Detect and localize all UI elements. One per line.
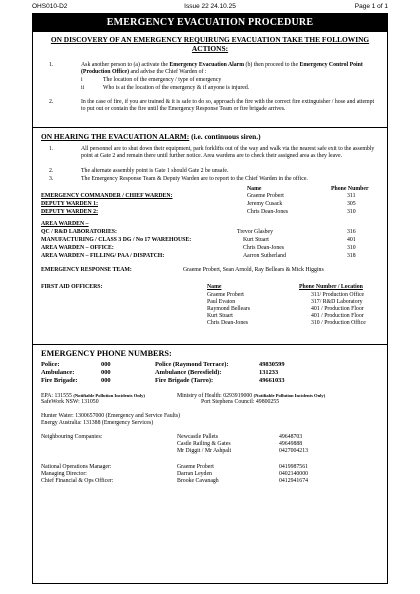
area-phone: 310 — [347, 245, 356, 251]
item-text: In the case of fire, if you are trained & it is safe to do so, approach the fire with the correct fire extinguisher / hose and attempt to put out or contain the fire until the Emergency Response Team or fire brigade arrives. — [81, 99, 375, 112]
area-warden-heading: AREA WARDEN – — [41, 221, 89, 227]
first-aid-location: 310 / Production Office — [311, 320, 366, 326]
phone-number: 131233 — [259, 369, 279, 376]
item-text: and advise the Chief Warden of : — [129, 69, 207, 75]
col-phone-header: Phone Number — [331, 186, 369, 192]
issue-date: Issue 22 24.10.25 — [184, 3, 236, 10]
neighbour-phone: 0427004213 — [279, 448, 308, 454]
area-role: QC / R&D LABORATORIES: — [41, 229, 117, 235]
warden-role: EMERGENCY COMMANDER / CHIEF WARDEN: — [41, 193, 173, 199]
neighbour-name: Mr Diggit / Mr Ashpalt — [177, 448, 232, 454]
manager-role: Managing Director: — [41, 471, 87, 477]
energy-row: Energy Australia: 131388 (Emergency Services) — [41, 420, 154, 426]
warden-phone: 310 — [347, 209, 356, 215]
manager-phone: 0419987561 — [279, 464, 308, 470]
area-role: AREA WARDEN – OFFICE: — [41, 245, 114, 251]
alarm-heading-note: (i.e. continuous siren.) — [191, 132, 261, 141]
warden-name: Chris Dean-Jones — [247, 209, 289, 215]
item-bold-control-point: Emergency Control Point (Production Office) — [81, 62, 363, 75]
item-text: Ask another person to (a) activate the — [81, 62, 170, 68]
first-aid-col-phone: Phone Number / Location — [299, 284, 363, 290]
phone-number: 49661033 — [259, 377, 285, 384]
phone-number: 000 — [101, 377, 111, 384]
ert-label: EMERGENCY RESPONSE TEAM: — [41, 267, 132, 273]
phone-label: Police (Raymond Terrace): — [155, 361, 229, 368]
neighbour-phone: 49648703 — [279, 434, 303, 440]
health-number: Ministry of Health: 0293919000 — [177, 393, 253, 399]
phone-number: 49830599 — [259, 361, 285, 368]
first-aid-name: Chris Dean-Jones — [207, 320, 249, 326]
area-name: Aarron Sutherland — [243, 253, 286, 259]
first-aid-location: 317/ R&D Laboratory — [311, 299, 363, 305]
item-number: i — [81, 77, 83, 83]
warden-phone: 311 — [347, 193, 356, 199]
procedure-sheet — [32, 13, 388, 584]
page-header — [32, 3, 388, 10]
warden-name: Graeme Probert — [247, 193, 284, 199]
neighbour-phone: 49649888 — [279, 441, 303, 447]
ert-members: Graeme Probert, Sean Arnold, Ray Bellears & Mick Higgins — [183, 267, 324, 273]
phone-label: Fire Brigade: — [41, 377, 78, 384]
item-text: Who is at the location of the emergency & if anyone is injured. — [103, 85, 250, 91]
alarm-heading: ON HEARING THE EVACUATION ALARM: — [41, 132, 190, 141]
area-name: Kurt Stuart — [243, 237, 269, 243]
hunter-row: Hunter Water: 1300657000 (Emergency and Service Faults) — [41, 413, 181, 419]
phone-label: Ambulance: — [41, 369, 75, 376]
neighbours-label: Neighbouring Companies: — [41, 434, 103, 440]
doc-code: OHS010-D2 — [32, 3, 68, 10]
item-number: 1. — [49, 62, 54, 68]
item-number: 1. — [49, 146, 54, 152]
manager-name: Brooke Cavanagh — [177, 478, 219, 484]
manager-phone: 0402140000 — [279, 471, 308, 477]
section-divider — [33, 344, 387, 345]
discovery-heading: ON DISCOVERY OF AN EMERGENCY REQUIRUNG EVACUATION TAKE THE FOLLOWING ACTIONS: — [50, 35, 370, 53]
item-number: ii — [81, 85, 85, 91]
warden-phone: 305 — [347, 201, 356, 207]
first-aid-name: Graeme Probert — [207, 292, 244, 298]
phone-number: 000 — [101, 369, 111, 376]
item-number: 3. — [49, 176, 54, 182]
first-aid-name: Paul Evaton — [207, 299, 236, 305]
first-aid-location: 401 / Production Floor — [311, 306, 364, 312]
first-aid-col-name: Name — [207, 284, 222, 290]
first-aid-name: Raymond Bellears — [207, 306, 250, 312]
first-aid-location: 401 / Production Floor — [311, 313, 364, 319]
first-aid-label: FIRST AID OFFICERS: — [41, 284, 103, 290]
manager-name: Graeme Probert — [177, 464, 214, 470]
warden-name: Jeremy Cusack — [247, 201, 283, 207]
neighbour-name: Castle Railing & Gates — [177, 441, 231, 447]
phone-number: 000 — [101, 361, 111, 368]
council-number: Port Stephens Council: 49800255 — [201, 399, 280, 405]
item-text: The Emergency Response Team & Deputy Warden are to report to the Chief Warden in the office. — [81, 176, 308, 182]
item-bold-alarm: Emergency Evacuation Alarm — [169, 62, 245, 68]
area-phone: 401 — [347, 237, 356, 243]
manager-phone: 0412941674 — [279, 478, 308, 484]
phone-label: Police: — [41, 361, 60, 368]
item-text: The alternate assembly point is Gate 1 should Gate 2 be unsafe. — [81, 168, 229, 174]
phone-label: Fire Brigade (Tarro): — [155, 377, 214, 384]
item-text: All personnel are to shut down their equipment, park forklifts out of the way and walk via the nearest safe exit to the assembly point at Gate 2 and remain there until further notice. Area wardens are to check their assigned area as they leave. — [81, 146, 375, 159]
item-text: (b) then proceed to the — [244, 62, 300, 68]
phones-heading: EMERGENCY PHONE NUMBERS: — [41, 349, 172, 358]
page-title: EMERGENCY EVACUATION PROCEDURE — [33, 14, 387, 32]
area-phone: 316 — [347, 229, 356, 235]
neighbour-name: Newcastle Pallets — [177, 434, 219, 440]
area-phone: 318 — [347, 253, 356, 259]
area-name: Chris Dean-Jones — [243, 245, 285, 251]
phone-label: Ambulance (Beresfield): — [155, 369, 222, 376]
safework-number: SafeWork NSW: 131050 — [41, 399, 99, 405]
section-divider — [33, 127, 387, 128]
first-aid-location: 311/ Production Office — [311, 292, 365, 298]
manager-name: Darran Leyden — [177, 471, 212, 477]
alarm-heading-row — [41, 132, 261, 141]
warden-role: DEPUTY WARDEN 2: — [41, 209, 99, 215]
warden-role: DEPUTY WARDEN 1: — [41, 201, 99, 207]
epa-note: (Notifiable Pollution Incidents Only) — [73, 393, 145, 398]
manager-role: National Operations Manager: — [41, 464, 112, 470]
item-number: 2. — [49, 99, 54, 105]
item-text: The location of the emergency / type of emergency — [103, 77, 222, 83]
area-name: Trevor Glasbey — [237, 229, 274, 235]
col-name-header: Name — [247, 186, 262, 192]
item-number: 2. — [49, 168, 54, 174]
area-role: AREA WARDEN – FILLING/ PAA / DISPATCH: — [41, 253, 165, 259]
page-number: Page 1 of 1 — [354, 3, 388, 10]
area-role: MANUFACTURING / CLASS 3 DG / No 17 WAREHOUSE: — [41, 237, 192, 243]
health-note: (Notifiable Pollution Incidents Only) — [253, 393, 326, 398]
manager-role: Chief Financial & Ops Officer: — [41, 478, 114, 484]
epa-number: EPA: 131555 — [41, 393, 72, 399]
first-aid-name: Kurt Stuart — [207, 313, 233, 319]
